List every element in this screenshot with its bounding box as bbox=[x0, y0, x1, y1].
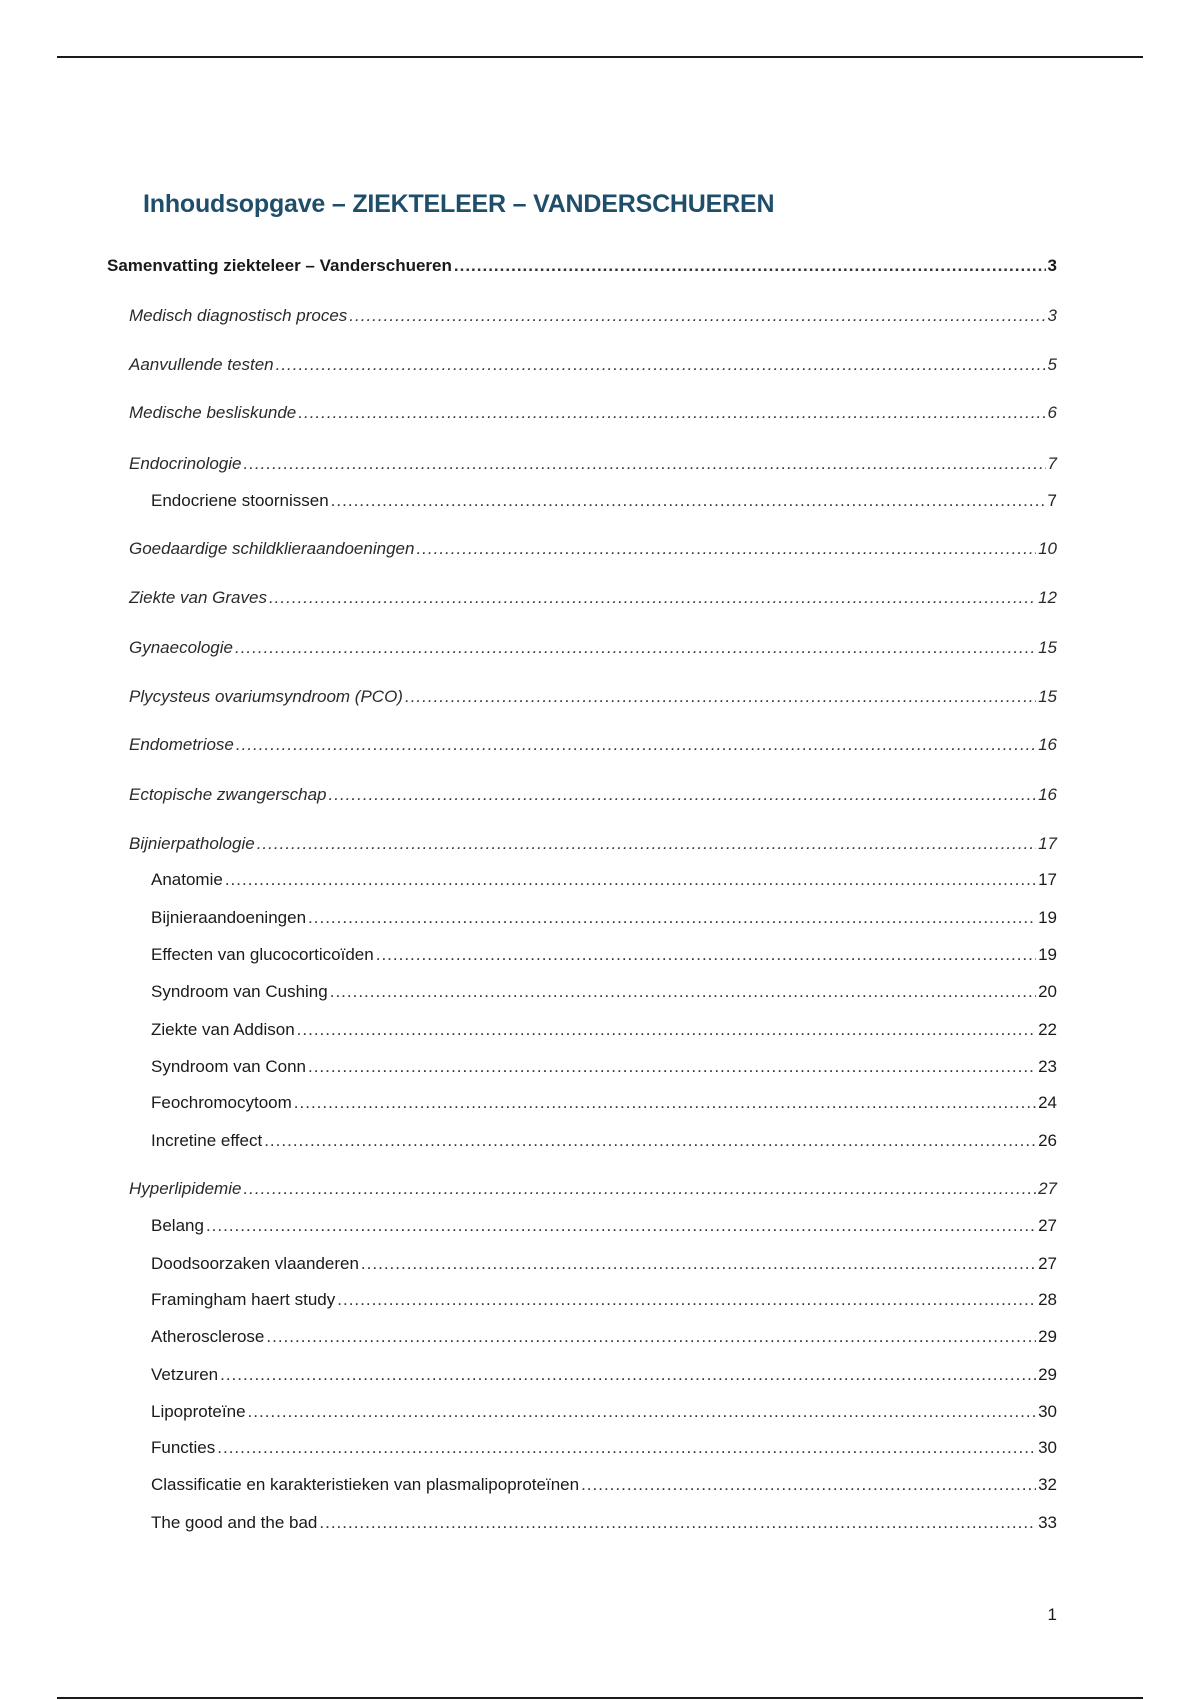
toc-entry-label: The good and the bad bbox=[151, 1513, 318, 1532]
toc-entry-label: Endometriose bbox=[129, 735, 234, 754]
toc-entry[interactable] bbox=[151, 1054, 1057, 1080]
toc-entry-page: 6 bbox=[1047, 403, 1057, 422]
toc-entry-label: Framingham haert study bbox=[151, 1290, 336, 1309]
toc-dot-leader bbox=[308, 905, 1036, 931]
toc-entry-label: Ziekte van Graves bbox=[129, 588, 267, 607]
toc-entry-label: Endocrinologie bbox=[129, 454, 242, 473]
toc-entry[interactable] bbox=[151, 905, 1057, 931]
toc-entry-label: Medisch diagnostisch proces bbox=[129, 306, 348, 325]
toc-entry[interactable] bbox=[151, 1128, 1057, 1154]
toc-dot-leader bbox=[235, 635, 1036, 661]
toc-entry-label: Incretine effect bbox=[151, 1131, 263, 1150]
toc-entry-label: Gynaecologie bbox=[129, 638, 233, 657]
toc-entry[interactable] bbox=[151, 1017, 1057, 1043]
toc-dot-leader bbox=[269, 585, 1036, 611]
toc-entry-page: 12 bbox=[1038, 588, 1057, 607]
toc-entry-page: 17 bbox=[1038, 834, 1057, 853]
toc-entry[interactable] bbox=[151, 1287, 1057, 1313]
toc-entry-page: 3 bbox=[1047, 306, 1057, 325]
toc-entry-label: Plycysteus ovariumsyndroom (PCO) bbox=[129, 687, 403, 706]
toc-entry[interactable] bbox=[151, 1090, 1057, 1116]
toc-entry[interactable] bbox=[129, 303, 1057, 329]
toc-dot-leader bbox=[297, 1017, 1036, 1043]
toc-dot-leader bbox=[337, 1287, 1036, 1313]
toc-entry[interactable] bbox=[151, 1435, 1057, 1461]
toc-entry-page: 16 bbox=[1038, 735, 1057, 754]
toc-entry[interactable] bbox=[129, 732, 1057, 758]
toc-entry[interactable] bbox=[151, 1213, 1057, 1239]
toc-entry-label: Atherosclerose bbox=[151, 1327, 265, 1346]
toc-dot-leader bbox=[206, 1213, 1036, 1239]
toc-entry-label: Feochromocytoom bbox=[151, 1093, 292, 1112]
toc-entry[interactable] bbox=[129, 831, 1057, 857]
toc-entry-label: Lipoproteïne bbox=[151, 1402, 246, 1421]
toc-entry[interactable] bbox=[151, 1251, 1057, 1277]
toc-entry-page: 29 bbox=[1038, 1365, 1057, 1384]
toc-dot-leader bbox=[217, 1435, 1036, 1461]
toc-dot-leader bbox=[236, 732, 1036, 758]
toc-entry-label: Ectopische zwangerschap bbox=[129, 785, 327, 804]
toc-dot-leader bbox=[405, 684, 1036, 710]
toc-entry-page: 10 bbox=[1038, 539, 1057, 558]
toc-entry-label: Bijnieraandoeningen bbox=[151, 908, 307, 927]
toc-entry-page: 33 bbox=[1038, 1513, 1057, 1532]
toc-entry-page: 29 bbox=[1038, 1327, 1057, 1346]
toc-entry[interactable] bbox=[151, 942, 1057, 968]
toc-entry-label: Hyperlipidemie bbox=[129, 1179, 242, 1198]
toc-entry-label: Doodsoorzaken vlaanderen bbox=[151, 1254, 359, 1273]
toc-entry-page: 23 bbox=[1038, 1057, 1057, 1076]
toc-entry[interactable] bbox=[151, 1362, 1057, 1388]
footer-rule bbox=[57, 1697, 1143, 1699]
toc-entry[interactable] bbox=[129, 1176, 1057, 1202]
toc-entry[interactable] bbox=[129, 451, 1057, 477]
toc-entry-page: 16 bbox=[1038, 785, 1057, 804]
toc-entry-label: Medische besliskunde bbox=[129, 403, 297, 422]
toc-entry-label: Aanvullende testen bbox=[129, 355, 274, 374]
toc-entry-page: 27 bbox=[1038, 1179, 1057, 1198]
toc-entry-page: 5 bbox=[1047, 355, 1057, 374]
toc-entry-page: 19 bbox=[1038, 908, 1057, 927]
toc-dot-leader bbox=[294, 1090, 1036, 1116]
toc-entry-page: 15 bbox=[1038, 687, 1057, 706]
toc-entry[interactable] bbox=[129, 635, 1057, 661]
toc-entry[interactable] bbox=[107, 253, 1057, 279]
toc-entry-page: 30 bbox=[1038, 1402, 1057, 1421]
toc-entry[interactable] bbox=[151, 488, 1057, 514]
toc-entry-label: Functies bbox=[151, 1438, 216, 1457]
toc-entry-page: 3 bbox=[1047, 256, 1057, 275]
toc-dot-leader bbox=[220, 1362, 1036, 1388]
toc-dot-leader bbox=[376, 942, 1036, 968]
toc-dot-leader bbox=[243, 1176, 1036, 1202]
toc-entry-label: Anatomie bbox=[151, 870, 223, 889]
toc-entry-page: 19 bbox=[1038, 945, 1057, 964]
toc-entry[interactable] bbox=[129, 400, 1057, 426]
toc-dot-leader bbox=[298, 400, 1045, 426]
toc-entry-label: Samenvatting ziekteleer – Vanderschueren bbox=[107, 256, 452, 275]
toc-entry-label: Syndroom van Cushing bbox=[151, 982, 328, 1001]
toc-entry-page: 30 bbox=[1038, 1438, 1057, 1457]
toc-entry[interactable] bbox=[129, 782, 1057, 808]
toc-entry[interactable] bbox=[151, 867, 1057, 893]
toc-entry[interactable] bbox=[151, 1399, 1057, 1425]
toc-title: Inhoudsopgave – ZIEKTELEER – VANDERSCHUEREN bbox=[143, 190, 775, 218]
toc-entry-page: 15 bbox=[1038, 638, 1057, 657]
toc-dot-leader bbox=[581, 1472, 1036, 1498]
toc-entry-label: Classificatie en karakteristieken van plasmalipoproteïnen bbox=[151, 1475, 580, 1494]
toc-entry-page: 26 bbox=[1038, 1131, 1057, 1150]
toc-dot-leader bbox=[330, 979, 1036, 1005]
toc-entry[interactable] bbox=[129, 585, 1057, 611]
toc-entry-label: Goedaardige schildklieraandoeningen bbox=[129, 539, 415, 558]
toc-entry-page: 24 bbox=[1038, 1093, 1057, 1112]
toc-entry-page: 17 bbox=[1038, 870, 1057, 889]
toc-dot-leader bbox=[243, 451, 1045, 477]
toc-entry[interactable] bbox=[151, 1472, 1057, 1498]
toc-entry-page: 7 bbox=[1047, 454, 1057, 473]
toc-entry-label: Ziekte van Addison bbox=[151, 1020, 295, 1039]
toc-dot-leader bbox=[308, 1054, 1036, 1080]
toc-dot-leader bbox=[266, 1324, 1036, 1350]
toc-dot-leader bbox=[331, 488, 1046, 514]
toc-entry-label: Vetzuren bbox=[151, 1365, 219, 1384]
toc-entry[interactable] bbox=[151, 1510, 1057, 1536]
toc-entry-page: 32 bbox=[1038, 1475, 1057, 1494]
toc-dot-leader bbox=[248, 1399, 1037, 1425]
toc-entry-page: 27 bbox=[1038, 1254, 1057, 1273]
toc-dot-leader bbox=[225, 867, 1036, 893]
toc-entry[interactable] bbox=[129, 684, 1057, 710]
toc-entry[interactable] bbox=[151, 979, 1057, 1005]
toc-dot-leader bbox=[276, 352, 1046, 378]
toc-dot-leader bbox=[264, 1128, 1036, 1154]
toc-entry-label: Endocriene stoornissen bbox=[151, 491, 329, 510]
toc-dot-leader bbox=[329, 782, 1037, 808]
toc-entry[interactable] bbox=[129, 352, 1057, 378]
toc-entry-page: 22 bbox=[1038, 1020, 1057, 1039]
page-number: 1 bbox=[1047, 1605, 1057, 1624]
toc-dot-leader bbox=[416, 536, 1036, 562]
toc-entry-label: Syndroom van Conn bbox=[151, 1057, 306, 1076]
toc-dot-leader bbox=[454, 253, 1046, 279]
toc-entry-page: 28 bbox=[1038, 1290, 1057, 1309]
toc-entry-label: Belang bbox=[151, 1216, 204, 1235]
toc-dot-leader bbox=[349, 303, 1045, 329]
toc-entry[interactable] bbox=[151, 1324, 1057, 1350]
toc-entry[interactable] bbox=[129, 536, 1057, 562]
toc-entry-page: 7 bbox=[1047, 491, 1057, 510]
toc-entry-page: 27 bbox=[1038, 1216, 1057, 1235]
toc-dot-leader bbox=[319, 1510, 1036, 1536]
toc-entry-label: Effecten van glucocorticoïden bbox=[151, 945, 374, 964]
toc-entry-page: 20 bbox=[1038, 982, 1057, 1001]
toc-dot-leader bbox=[361, 1251, 1036, 1277]
toc-dot-leader bbox=[257, 831, 1036, 857]
toc-entry-label: Bijnierpathologie bbox=[129, 834, 255, 853]
